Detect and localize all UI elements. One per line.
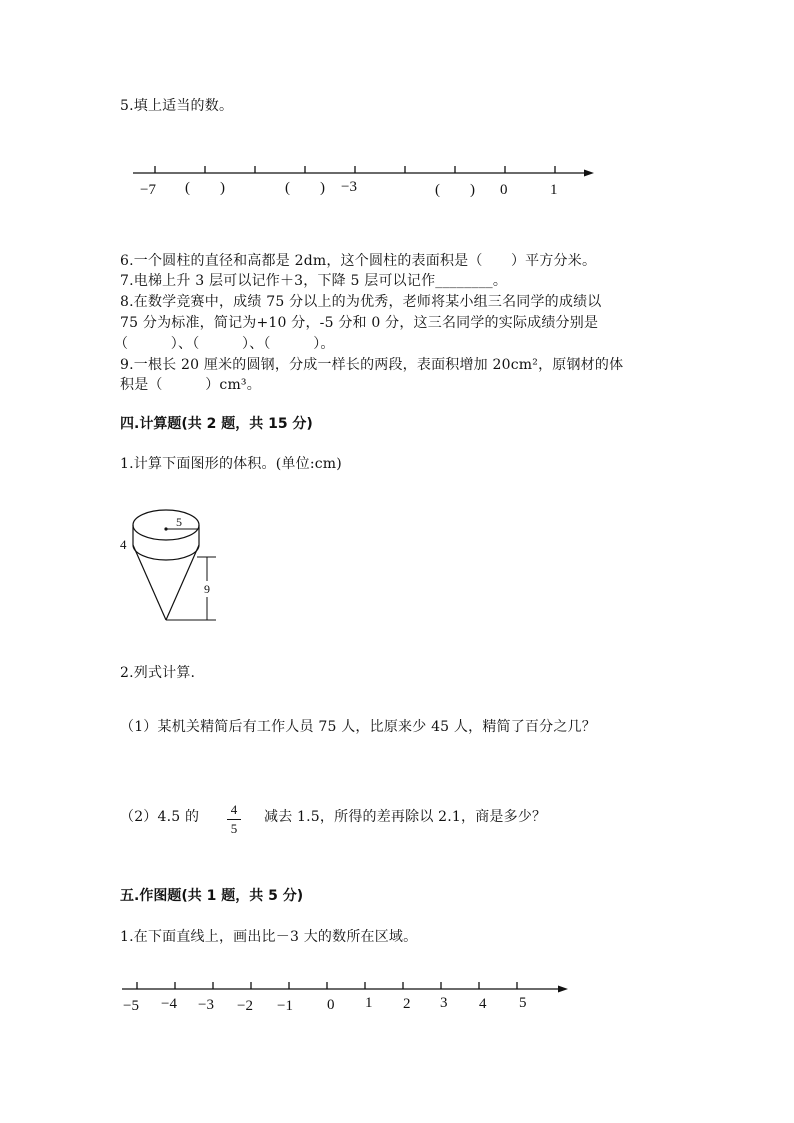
q5-label: 0 <box>500 182 508 198</box>
q8-line1: 8.在数学竞赛中，成绩 75 分以上的为优秀，老师将某小组三名同学的成绩以 <box>120 294 602 310</box>
s5-label: 4 <box>479 996 487 1012</box>
s5-label: −2 <box>237 998 253 1014</box>
fraction-denominator: 5 <box>230 821 238 836</box>
q5-label: ( ) <box>185 180 225 196</box>
s5-q1-text: 1.在下面直线上，画出比－3 大的数所在区域。 <box>120 929 418 945</box>
q8-line3: （ ）、（ ）、（ ）。 <box>114 336 335 352</box>
s4-q2-text: 2.列式计算. <box>120 665 196 681</box>
s5-label: 5 <box>519 995 527 1011</box>
q9-line1: 9.一根长 20 厘米的圆钢，分成一样长的两段，表面积增加 20cm²，原钢材的体 <box>120 357 624 373</box>
s5-label: 3 <box>440 995 448 1011</box>
q5-label: ( ) <box>435 182 475 198</box>
q5-label: ( ) <box>285 180 325 196</box>
q5-label: −3 <box>341 179 357 195</box>
s5-label: 2 <box>403 996 411 1012</box>
s5-label: −4 <box>161 996 177 1012</box>
s5-label: −3 <box>198 997 214 1013</box>
s4-q2-sub2-suffix: 减去 1.5，所得的差再除以 2.1，商是多少？ <box>264 809 547 825</box>
section4-title: 四.计算题(共 2 题，共 15 分) <box>120 416 313 432</box>
q5-label: −7 <box>140 182 156 198</box>
q6-text: 6.一个圆柱的直径和高都是 2dm，这个圆柱的表面积是（ ）平方分米。 <box>120 253 597 269</box>
s5-label: −1 <box>277 998 293 1014</box>
figure-cylinder-height-label: 4 <box>120 537 127 552</box>
s4-q2-sub2-prefix: （2）4.5 的 <box>120 809 200 825</box>
q8-line2: 75 分为标准，简记为+10 分，-5 分和 0 分，这三名同学的实际成绩分别是 <box>120 315 599 331</box>
figure-cone-height-label: 9 <box>204 582 210 596</box>
s5-label: −5 <box>123 998 139 1014</box>
s5-label: 1 <box>365 995 373 1011</box>
figure-radius-label: 5 <box>176 515 182 529</box>
s4-q2-sub1: （1）某机关精简后有工作人员 75 人，比原来少 45 人，精简了百分之几？ <box>120 719 596 735</box>
fraction-numerator: 4 <box>230 802 238 817</box>
q5-label: 1 <box>550 182 558 198</box>
q9-line2: 积是（ ）cm³。 <box>120 377 261 393</box>
q5-text: 5.填上适当的数。 <box>120 98 234 114</box>
s4-q1-text: 1.计算下面图形的体积。(单位:cm) <box>120 456 342 472</box>
q7-text: 7.电梯上升 3 层可以记作＋3，下降 5 层可以记作________。 <box>120 273 508 289</box>
s5-label: 0 <box>327 997 335 1013</box>
section5-title: 五.作图题(共 1 题，共 5 分) <box>120 888 304 904</box>
